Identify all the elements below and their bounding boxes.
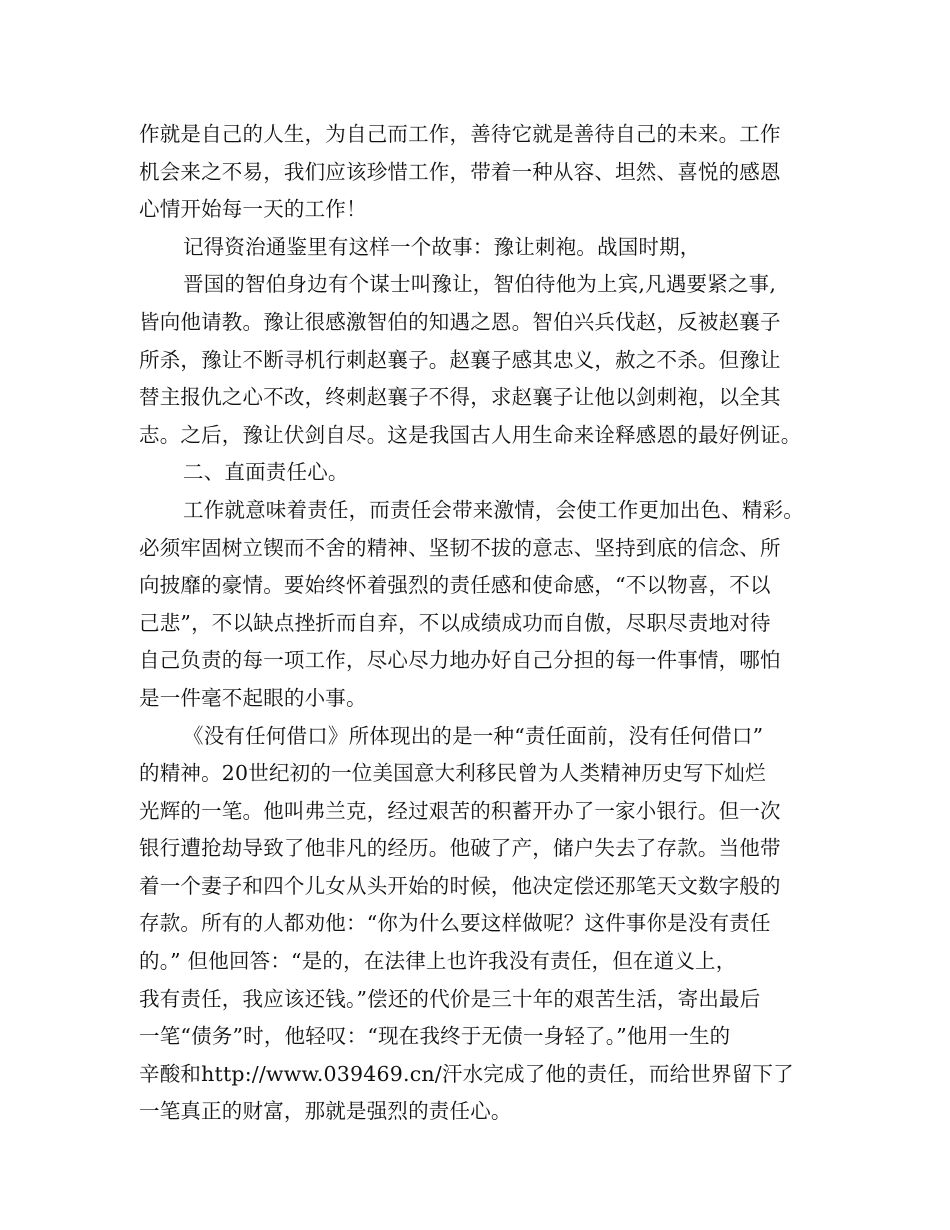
- text-line: 银行遭抢劫导致了他非凡的经历。他破了产，储户失去了存款。当他带: [139, 836, 781, 861]
- text-line: 志。之后，豫让伏剑自尽。这是我国古人用生命来诠释感恩的最好例证。: [139, 422, 802, 447]
- text-line: 自己负责的每一项工作，尽心尽力地办好自己分担的每一件事情，哪怕: [139, 648, 781, 673]
- text-line: 一笔“债务”时，他轻叹：“现在我终于无债一身轻了。”他用一生的: [139, 1024, 731, 1049]
- text-line: 存款。所有的人都劝他：“你为什么要这样做呢？这件事你是没有责任: [139, 911, 771, 936]
- text-line: 一笔真正的财富，那就是强烈的责任心。: [139, 1099, 512, 1124]
- text-line: 二、直面责任心。: [183, 460, 349, 485]
- text-line: 替主报仇之心不改，终刺赵襄子不得，求赵襄子让他以剑刺袍，以全其: [139, 385, 781, 410]
- text-line: 是一件毫不起眼的小事。: [139, 685, 367, 710]
- text-line: 机会来之不易，我们应该珍惜工作，带着一种从容、坦然、喜悦的感恩: [139, 159, 781, 184]
- text-line: 《没有任何借口》所体现出的是一种“责任面前，没有任何借口”: [183, 723, 764, 748]
- text-line: 我有责任，我应该还钱。”偿还的代价是三十年的艰苦生活，寄出最后: [139, 986, 761, 1011]
- text-line: 的精神。20世纪初的一位美国意大利移民曾为人类精神历史写下灿烂: [139, 761, 766, 786]
- text-line: 辛酸和http://www.039469.cn/汗水完成了他的责任，而给世界留下了: [139, 1061, 794, 1086]
- text-line: 着一个妻子和四个儿女从头开始的时候，他决定偿还那笔天文数字般的: [139, 873, 781, 898]
- text-line: 的。” 但他回答：“是的，在法律上也许我没有责任，但在道义上，: [139, 949, 737, 974]
- text-line: 必须牢固树立锲而不舍的精神、坚韧不拔的意志、坚持到底的信念、所: [139, 535, 781, 560]
- text-line: 记得资治通鉴里有这样一个故事：豫让刺袍。战国时期，: [183, 234, 701, 259]
- document-body: [139, 116, 829, 1131]
- text-line: 皆向他请教。豫让很感激智伯的知遇之恩。智伯兴兵伐赵，反被赵襄子: [139, 309, 781, 334]
- text-line: 作就是自己的人生，为自己而工作，善待它就是善待自己的未来。工作: [139, 122, 781, 146]
- text-line: 心情开始每一天的工作！: [139, 197, 367, 222]
- text-line: 己悲”，不以缺点挫折而自弃，不以成绩成功而自傲，尽职尽责地对待: [139, 610, 771, 635]
- text-line: 工作就意味着责任，而责任会带来激情，会使工作更加出色、精彩。: [183, 497, 804, 522]
- text-line: 晋国的智伯身边有个谋士叫豫让，智伯待他为上宾,凡遇要紧之事,: [183, 272, 777, 297]
- text-line: 所杀，豫让不断寻机行刺赵襄子。赵襄子感其忠义，赦之不杀。但豫让: [139, 347, 781, 372]
- text-line: 光辉的一笔。他叫弗兰克，经过艰苦的积蓄开办了一家小银行。但一次: [139, 798, 781, 823]
- text-line: 向披靡的豪情。要始终怀着强烈的责任感和使命感，“不以物喜，不以: [139, 573, 771, 598]
